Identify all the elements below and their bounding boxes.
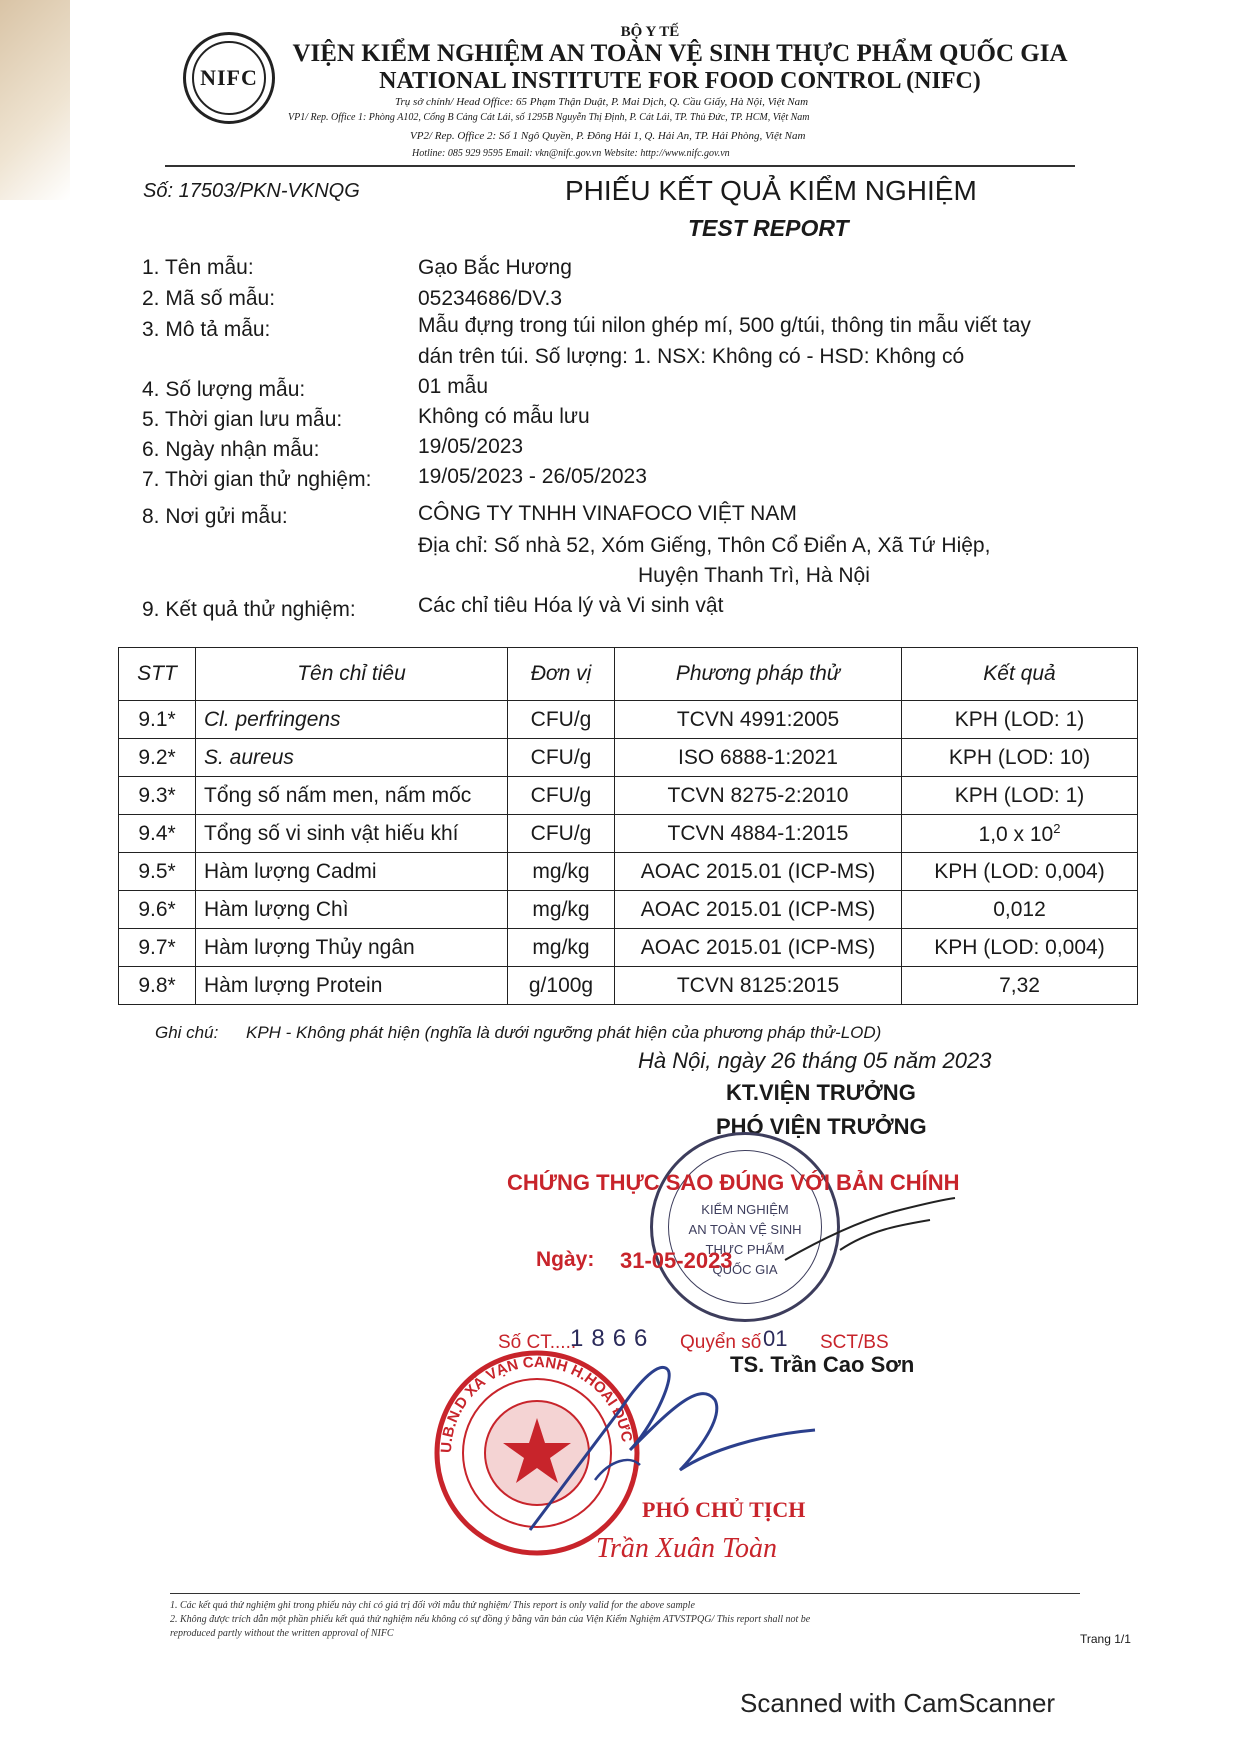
official-title: PHÓ CHỦ TỊCH bbox=[642, 1497, 806, 1522]
certification-title: CHỨNG THỰC SAO ĐÚNG VỚI BẢN CHÍNH bbox=[507, 1170, 960, 1195]
cell-result: KPH (LOD: 0,004) bbox=[902, 929, 1138, 967]
info-label-quantity: 4. Số lượng mẫu: bbox=[142, 378, 306, 401]
cell-stt: 9.6* bbox=[119, 891, 196, 929]
scan-edge-shadow bbox=[0, 0, 70, 200]
cell-stt: 9.8* bbox=[119, 967, 196, 1005]
info-value-received-date: 19/05/2023 bbox=[418, 435, 524, 458]
cell-unit: CFU/g bbox=[508, 815, 615, 853]
cell-result: KPH (LOD: 0,004) bbox=[902, 853, 1138, 891]
table-row bbox=[119, 777, 1138, 815]
cell-unit: mg/kg bbox=[508, 891, 615, 929]
stamp-line: AN TOÀN VỆ SINH bbox=[688, 1222, 802, 1237]
info-value-sample-code: 05234686/DV.3 bbox=[418, 287, 563, 310]
cell-result: 0,012 bbox=[902, 891, 1138, 929]
cell-result-sup: 2 bbox=[1053, 820, 1061, 836]
info-label-retention: 5. Thời gian lưu mẫu: bbox=[142, 408, 343, 431]
info-value-sender-address: Địa chỉ: Số nhà 52, Xóm Giếng, Thôn Cổ Điển A, Xã Tứ Hiệp, bbox=[418, 534, 991, 557]
info-value-test-results: Các chỉ tiêu Hóa lý và Vi sinh vật bbox=[418, 594, 724, 617]
report-title-vi: PHIẾU KẾT QUẢ KIỂM NGHIỆM bbox=[565, 175, 977, 206]
cell-result-base: 1,0 x 10 bbox=[978, 822, 1054, 846]
page-number: Trang 1/1 bbox=[1080, 1632, 1131, 1646]
nifc-logo bbox=[183, 32, 275, 124]
info-label-sample-name: 1. Tên mẫu: bbox=[142, 256, 254, 279]
commune-stamp-ring-text: U.B.N.D XÃ VẠN CANH H.HOÀI ĐỨC bbox=[437, 1353, 636, 1454]
quyen-value: 01 bbox=[763, 1326, 788, 1351]
so-ct-value: 1866 bbox=[570, 1325, 656, 1352]
info-label-test-period: 7. Thời gian thử nghiệm: bbox=[142, 468, 372, 491]
cell-unit: g/100g bbox=[508, 967, 615, 1005]
footer-note-3: reproduced partly without the written approval of NIFC bbox=[170, 1628, 394, 1639]
book-suffix: SCT/BS bbox=[820, 1332, 889, 1353]
col-header-unit: Đơn vị bbox=[508, 648, 615, 701]
cell-name: Tổng số vi sinh vật hiếu khí bbox=[196, 815, 508, 853]
report-title-en: TEST REPORT bbox=[688, 215, 849, 241]
cell-stt: 9.2* bbox=[119, 739, 196, 777]
table-row bbox=[119, 739, 1138, 777]
nifc-logo-text: NIFC bbox=[192, 41, 266, 115]
col-header-name: Tên chỉ tiêu bbox=[196, 648, 508, 701]
table-row bbox=[119, 967, 1138, 1005]
results-table bbox=[118, 647, 1138, 1005]
rep-office-1-address: VP1/ Rep. Office 1: Phòng A102, Cổng B Cảng Cát Lái, số 1295B Nguyễn Thị Định, P. Cát Lái, TP. Thủ Đức, TP. HCM, Việt Nam bbox=[288, 112, 810, 123]
table-row bbox=[119, 853, 1138, 891]
info-label-sender: 8. Nơi gửi mẫu: bbox=[142, 505, 288, 528]
info-label-description: 3. Mô tả mẫu: bbox=[142, 318, 271, 341]
cell-method: ISO 6888-1:2021 bbox=[615, 739, 902, 777]
certification-date-value: 31-05-2023 bbox=[620, 1248, 733, 1273]
cell-result: KPH (LOD: 10) bbox=[902, 739, 1138, 777]
stamp-line: KIỂM NGHIỆM bbox=[701, 1202, 789, 1217]
report-number: Số: 17503/PKN-VKNQG bbox=[143, 180, 360, 202]
cell-name: Hàm lượng Thủy ngân bbox=[196, 929, 508, 967]
signer-name: TS. Trần Cao Sơn bbox=[730, 1352, 915, 1377]
so-ct-label: Số CT..... bbox=[498, 1332, 577, 1353]
stamp-line: QUỐC GIA bbox=[712, 1262, 778, 1277]
info-label-test-results: 9. Kết quả thử nghiệm: bbox=[142, 598, 356, 621]
info-value-retention: Không có mẫu lưu bbox=[418, 405, 590, 428]
info-value-test-period: 19/05/2023 - 26/05/2023 bbox=[418, 465, 647, 488]
cell-method: TCVN 4991:2005 bbox=[615, 701, 902, 739]
cell-stt: 9.5* bbox=[119, 853, 196, 891]
camscanner-watermark: Scanned with CamScanner bbox=[740, 1688, 1056, 1718]
col-header-stt: STT bbox=[119, 648, 196, 701]
cell-method: AOAC 2015.01 (ICP-MS) bbox=[615, 929, 902, 967]
institute-name-en: NATIONAL INSTITUTE FOR FOOD CONTROL (NIFC) bbox=[379, 68, 981, 94]
cell-result: KPH (LOD: 1) bbox=[902, 777, 1138, 815]
cell-name: Hàm lượng Chì bbox=[196, 891, 508, 929]
signer-title-2: PHÓ VIỆN TRƯỞNG bbox=[716, 1114, 927, 1139]
cell-stt: 9.4* bbox=[119, 815, 196, 853]
table-row bbox=[119, 929, 1138, 967]
info-label-sample-code: 2. Mã số mẫu: bbox=[142, 287, 276, 310]
footer-note-1: 1. Các kết quả thử nghiệm ghi trong phiếu này chỉ có giá trị đối với mẫu thử nghiệm/ This report is only valid for the above sample bbox=[170, 1600, 695, 1611]
col-header-result: Kết quả bbox=[902, 648, 1138, 701]
quyen-label: Quyển số bbox=[680, 1332, 762, 1353]
cell-unit: CFU/g bbox=[508, 701, 615, 739]
cell-stt: 9.1* bbox=[119, 701, 196, 739]
ministry-label: BỘ Y TẾ bbox=[620, 24, 680, 40]
table-row bbox=[119, 891, 1138, 929]
cell-unit: mg/kg bbox=[508, 929, 615, 967]
cell-result-exponent bbox=[902, 815, 1138, 853]
head-office-address: Trụ sở chính/ Head Office: 65 Phạm Thận Duật, P. Mai Dịch, Q. Cầu Giấy, Hà Nội, Việt Nam bbox=[395, 96, 809, 108]
cell-method: TCVN 4884-1:2015 bbox=[615, 815, 902, 853]
cell-unit: CFU/g bbox=[508, 739, 615, 777]
signer-title-1: KT.VIỆN TRƯỞNG bbox=[726, 1080, 916, 1105]
note-text: KPH - Không phát hiện (nghĩa là dưới ngưỡng phát hiện của phương pháp thử-LOD) bbox=[246, 1023, 882, 1042]
info-value-description: Mẫu đựng trong túi nilon ghép mí, 500 g/túi, thông tin mẫu viết tay bbox=[418, 314, 1031, 337]
cell-stt: 9.7* bbox=[119, 929, 196, 967]
info-value-sender-address-line2: Huyện Thanh Trì, Hà Nội bbox=[638, 564, 870, 587]
cell-name: Hàm lượng Cadmi bbox=[196, 853, 508, 891]
cell-name: S. aureus bbox=[196, 739, 508, 777]
table-row bbox=[119, 815, 1138, 853]
institute-name-vi: VIỆN KIỂM NGHIỆM AN TOÀN VỆ SINH THỰC PHẨM QUỐC GIA bbox=[292, 40, 1068, 67]
info-label-received-date: 6. Ngày nhận mẫu: bbox=[142, 438, 320, 461]
certification-date-label: Ngày: bbox=[536, 1248, 595, 1271]
cell-name: Cl. perfringens bbox=[196, 701, 508, 739]
cell-unit: CFU/g bbox=[508, 777, 615, 815]
cell-name: Hàm lượng Protein bbox=[196, 967, 508, 1005]
place-date: Hà Nội, ngày 26 tháng 05 năm 2023 bbox=[638, 1048, 992, 1073]
footer-divider bbox=[170, 1593, 1080, 1594]
cell-unit: mg/kg bbox=[508, 853, 615, 891]
header-divider bbox=[165, 165, 1075, 167]
table-row bbox=[119, 701, 1138, 739]
cell-result: 7,32 bbox=[902, 967, 1138, 1005]
cell-method: AOAC 2015.01 (ICP-MS) bbox=[615, 853, 902, 891]
contact-line: Hotline: 085 929 9595 Email: vkn@nifc.gov.vn Website: http://www.nifc.gov.vn bbox=[412, 148, 730, 159]
col-header-method: Phương pháp thử bbox=[615, 648, 902, 701]
info-value-sample-name: Gạo Bắc Hương bbox=[418, 256, 572, 279]
info-value-quantity: 01 mẫu bbox=[418, 375, 489, 398]
rep-office-2-address: VP2/ Rep. Office 2: Số 1 Ngô Quyền, P. Đông Hải 1, Q. Hải An, TP. Hải Phòng, Việt Nam bbox=[410, 130, 806, 142]
footer-note-2: 2. Không được trích dẫn một phần phiếu kết quả thử nghiệm nếu không có sự đồng ý bằng văn bản của Viện Kiểm Nghiệm ATVSTPQG/ This report shall not be bbox=[170, 1614, 811, 1625]
cell-method: TCVN 8275-2:2010 bbox=[615, 777, 902, 815]
table-header-row bbox=[119, 648, 1138, 701]
info-value-description-line2: dán trên túi. Số lượng: 1. NSX: Không có - HSD: Không có bbox=[418, 345, 965, 368]
stamp-line: THỰC PHẨM bbox=[705, 1242, 785, 1257]
cell-name: Tổng số nấm men, nấm mốc bbox=[196, 777, 508, 815]
cell-stt: 9.3* bbox=[119, 777, 196, 815]
cell-method: AOAC 2015.01 (ICP-MS) bbox=[615, 891, 902, 929]
note-label: Ghi chú: bbox=[155, 1023, 219, 1042]
cell-method: TCVN 8125:2015 bbox=[615, 967, 902, 1005]
cell-result: KPH (LOD: 1) bbox=[902, 701, 1138, 739]
info-value-sender-company: CÔNG TY TNHH VINAFOCO VIỆT NAM bbox=[418, 502, 797, 525]
official-name-signature: Trần Xuân Toàn bbox=[596, 1533, 778, 1564]
institute-signature bbox=[780, 1180, 960, 1270]
